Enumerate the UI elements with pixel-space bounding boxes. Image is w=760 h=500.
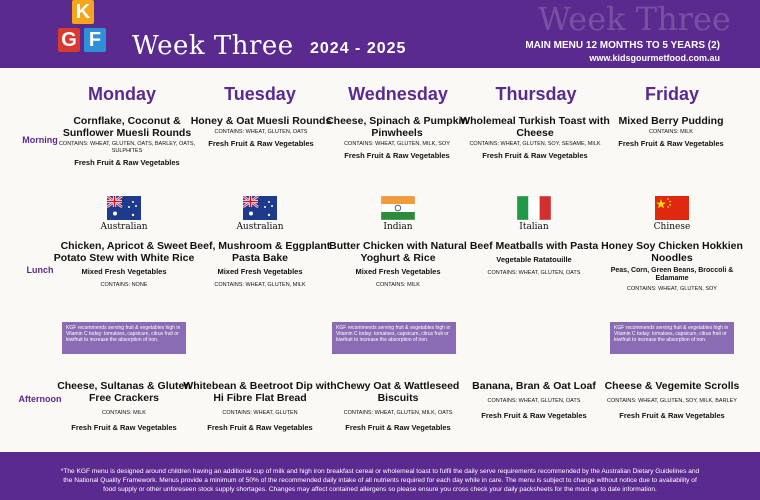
day-wednesday: Wednesday [348,84,448,104]
morning-thursday [460,115,610,160]
cuisine-label: Indian [383,222,413,232]
logo-letter-g: G [58,28,80,52]
afternoon-friday [597,380,747,420]
allergen-info: CONTAINS: WHEAT, GLUTEN, SOY [627,286,717,292]
logo-letter-k: K [72,0,94,24]
afternoon-thursday [459,380,609,420]
menu-info [525,39,720,65]
morning-monday [52,115,202,167]
side-dish: Fresh Fruit & Raw Vegetables [481,411,587,420]
day-friday: Friday [644,84,700,104]
dish-name: Cornflake, Coconut & Sunflower Muesli Rounds [62,115,192,139]
allergen-info: CONTAINS: WHEAT, GLUTEN, SOY, MILK, BARLEY [607,398,737,404]
lunch-monday [49,240,199,289]
side-dish: Mixed Fresh Vegetables [355,267,441,276]
lunch-wednesday [323,240,473,289]
side-dish: Fresh Fruit & Raw Vegetables [619,411,725,420]
lunch-thursday [459,240,609,277]
morning-friday [596,115,746,148]
morning-tuesday [186,115,336,148]
side-dish: Peas, Corn, Green Beans, Broccoli & Edamame [610,267,734,282]
cuisine-label: Australian [236,222,284,232]
vitamin-c-note: KGF recommends serving fruit & vegetables high in Vitamin C today: tomatoes, capsicum, citrus fruit or kiwifruit to increase the absorption of iron. [610,322,734,354]
day-thursday: Thursday [495,84,577,104]
afternoon-wednesday [323,380,473,432]
allergen-info: CONTAINS: WHEAT, GLUTEN, MILK [214,282,306,288]
kgf-logo [52,0,114,62]
vitamin-c-note: KGF recommends serving fruit & vegetables high in Vitamin C today: tomatoes, capsicum, citrus fruit or kiwifruit to increase the absorption of iron. [62,322,186,354]
side-dish: Fresh Fruit & Raw Vegetables [482,151,588,160]
cuisine-label: Australian [100,222,148,232]
footer-bar [0,452,760,500]
lunch-tuesday [185,240,335,289]
logo-letter-f: F [84,28,106,52]
dish-name: Whitebean & Beetroot Dip with Hi Fibre Flat Bread [183,380,337,404]
dish-name: Chicken, Apricot & Sweet Potato Stew with White Rice [53,240,195,264]
allergen-info: CONTAINS: WHEAT, GLUTEN, OATS [214,129,308,135]
side-dish: Fresh Fruit & Raw Vegetables [345,423,451,432]
afternoon-monday [49,380,199,432]
header-bar [0,0,760,68]
lunch-friday [597,240,747,293]
row-label-lunch: Lunch [26,265,54,275]
allergen-info: CONTAINS: NONE [100,282,148,288]
allergen-info: CONTAINS: WHEAT, GLUTEN, OATS [487,398,581,404]
dish-name: Cheese, Sultanas & Gluten Free Crackers [57,380,191,404]
allergen-info: CONTAINS: WHEAT, GLUTEN, MILK, SOY [344,141,450,147]
australia-flag-icon [243,196,277,220]
side-dish: Fresh Fruit & Raw Vegetables [207,423,313,432]
side-dish: Fresh Fruit & Raw Vegetables [208,139,314,148]
allergen-info: CONTAINS: MILK [102,410,146,416]
day-monday: Monday [87,84,156,104]
allergen-info: CONTAINS: WHEAT, GLUTEN, OATS [487,270,581,276]
allergen-info: CONTAINS: WHEAT, GLUTEN, SOY, SESAME, MILK [469,141,601,147]
cuisine-label: Chinese [653,222,691,232]
side-dish: Mixed Fresh Vegetables [217,267,303,276]
dish-name: Cheese & Vegemite Scrolls [604,380,740,392]
side-dish: Fresh Fruit & Raw Vegetables [71,423,177,432]
page-title: Week Three [132,31,294,61]
year-range: 2024 - 2025 [310,40,407,57]
allergen-info: CONTAINS: WHEAT, GLUTEN [222,410,298,416]
dish-name: Honey Soy Chicken Hokkien Noodles [601,240,743,264]
allergen-info: CONTAINS: WHEAT, GLUTEN, OATS, BARLEY, OATS, SULPHITES [58,141,196,154]
website-link[interactable]: www.kidsgourmetfood.com.au [589,53,720,63]
menu-title: MAIN MENU 12 MONTHS TO 5 YEARS (2) [525,40,720,51]
row-label-morning: Morning [22,135,58,145]
side-dish: Fresh Fruit & Raw Vegetables [344,151,450,160]
allergen-info: CONTAINS: WHEAT, GLUTEN, MILK, OATS [343,410,453,416]
morning-wednesday [322,115,472,160]
allergen-info: CONTAINS: MILK [376,282,420,288]
dish-name: Chewy Oat & Wattleseed Biscuits [336,380,460,404]
dish-name: Beef Meatballs with Pasta [469,240,599,252]
dish-name: Mixed Berry Pudding [618,115,724,127]
vitamin-c-note: KGF recommends serving fruit & vegetables high in Vitamin C today: tomatoes, capsicum, citrus fruit or kiwifruit to increase the absorption of iron. [332,322,456,354]
side-dish: Vegetable Ratatouille [496,255,572,264]
day-tuesday: Tuesday [224,84,296,104]
italy-flag-icon [517,196,551,220]
side-dish: Fresh Fruit & Raw Vegetables [74,158,180,167]
allergen-info: CONTAINS: MILK [649,129,693,135]
dish-name: Honey & Oat Muesli Rounds [190,115,332,127]
ghost-week-title: Week Three [538,0,731,38]
dish-name: Cheese, Spinach & Pumpkin Pinwheels [326,115,468,139]
side-dish: Mixed Fresh Vegetables [81,267,167,276]
australia-flag-icon [107,196,141,220]
afternoon-tuesday [182,380,338,432]
row-label-afternoon: Afternoon [18,394,62,404]
india-flag-icon [381,196,415,220]
dish-name: Wholemeal Turkish Toast with Cheese [460,115,610,139]
footer-disclaimer: *The KGF menu is designed around children having an additional cup of milk and high iron breakfast cereal or wholemeal toast to fulfil the daily serve requirements recommended by the Australian Dietary Guidelines and the National Quality Framework. Menus provide a minimum of 50% of the recommended daily intake of all nutrients required for each day while in care. The menu is subject to change without notice due to availability of food supply or other unforeseen stock supply shortages. Changes may affect contained allergens so please ensure you cross check your daily packsheets for the most up to date information. [60,468,700,493]
dish-name: Butter Chicken with Natural Yoghurt & Rice [329,240,467,264]
side-dish: Fresh Fruit & Raw Vegetables [618,139,724,148]
china-flag-icon [655,196,689,220]
dish-name: Beef, Mushroom & Eggplant Pasta Bake [189,240,331,264]
dish-name: Banana, Bran & Oat Loaf [472,380,596,392]
cuisine-label: Italian [519,222,549,232]
